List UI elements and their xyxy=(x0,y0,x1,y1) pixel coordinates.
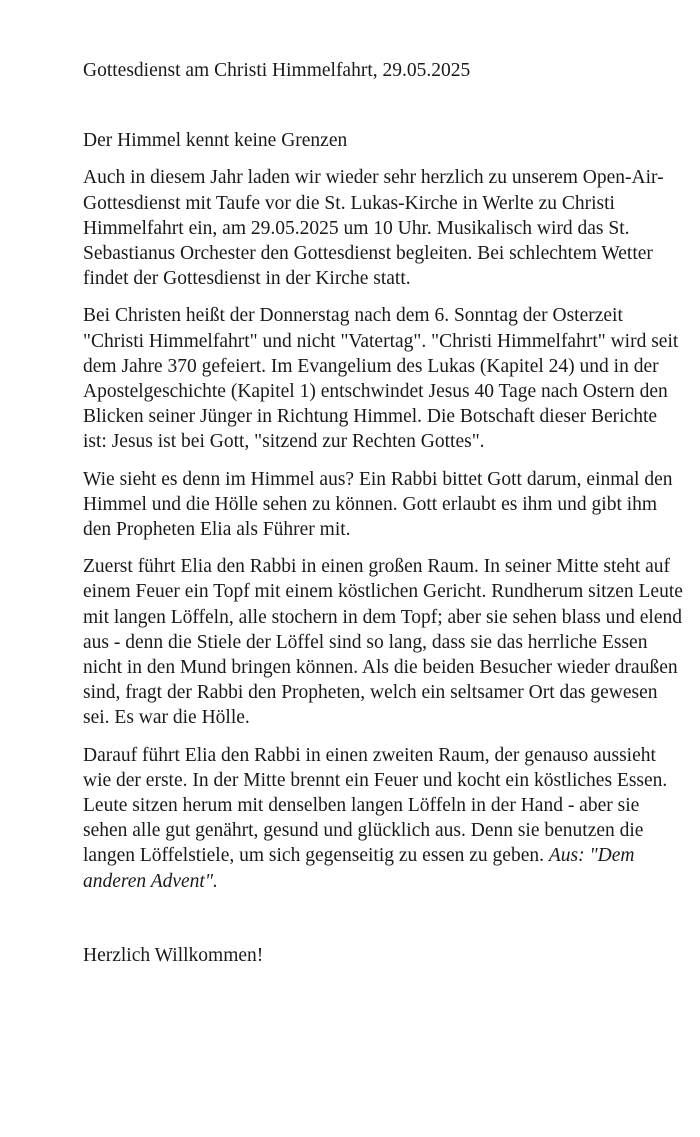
paragraph-second-room-text: Darauf führt Elia den Rabbi in einen zweiten Raum, der genauso aussieht wie der erste. In der Mitte brennt ein Feuer und kocht ein köstliches Essen. Leute sitzen herum mit denselben langen Löffeln in der Hand - aber sie sehen alle gut genährt, gesund und glücklich aus. Denn sie benutzen die langen Löffelstiele, um sich gegenseitig zu essen zu geben. xyxy=(83,744,668,867)
document-title: Gottesdienst am Christi Himmelfahrt, 29.05.2025 xyxy=(83,60,471,81)
paragraph-second-room xyxy=(83,743,683,894)
paragraph-first-room: Zuerst führt Elia den Rabbi in einen großen Raum. In seiner Mitte steht auf einem Feuer ein Topf mit einem köstlichen Gericht. Rundherum sitzen Leute mit langen Löffeln, alle stochern in dem Topf; aber sie sehen blass und elend aus - denn die Stiele der Löffel sind so lang, dass sie das herrliche Essen nicht in den Mund bringen können. Als die beiden Besucher wieder draußen sind, fragt der Rabbi den Propheten, welch ein seltsamer Ort das gewesen sei. Es war die Hölle. xyxy=(83,556,683,729)
source-citation: Aus: "Dem anderen Advent". xyxy=(83,845,635,892)
document-subtitle: Der Himmel kennt keine Grenzen xyxy=(83,130,348,152)
document-page xyxy=(83,58,683,968)
paragraph-invitation: Auch in diesem Jahr laden wir wieder sehr herzlich zu unserem Open-Air-Gottesdienst mit Taufe vor die St. Lukas-Kirche in Werlte zu Christi Himmelfahrt ein, am 29.05.2025 um 10 Uhr. Musikalisch wird das St. Sebastianus Orchester den Gottesdienst begleiten. Bei schlechtem Wetter findet der Gottesdienst in der Kirche statt. xyxy=(83,167,664,290)
closing-greeting: Herzlich Willkommen! xyxy=(83,944,264,966)
paragraph-rabbi-question: Wie sieht es denn im Himmel aus? Ein Rabbi bittet Gott darum, einmal den Himmel und die Hölle sehen zu können. Gott erlaubt es ihm und gibt ihm den Propheten Elia als Führer mit. xyxy=(83,468,673,541)
paragraph-ascension-meaning: Bei Christen heißt der Donnerstag nach dem 6. Sonntag der Osterzeit "Christi Himmelfahrt" und nicht "Vatertag". "Christi Himmelfahrt" wird seit dem Jahre 370 gefeiert. Im Evangelium des Lukas (Kapitel 24) und in der Apostelgeschichte (Kapitel 1) entschwindet Jesus 40 Tage nach Ostern den Blicken seiner Jünger in Richtung Himmel. Die Botschaft dieser Berichte ist: Jesus ist bei Gott, "sitzend zur Rechten Gottes". xyxy=(83,305,679,453)
